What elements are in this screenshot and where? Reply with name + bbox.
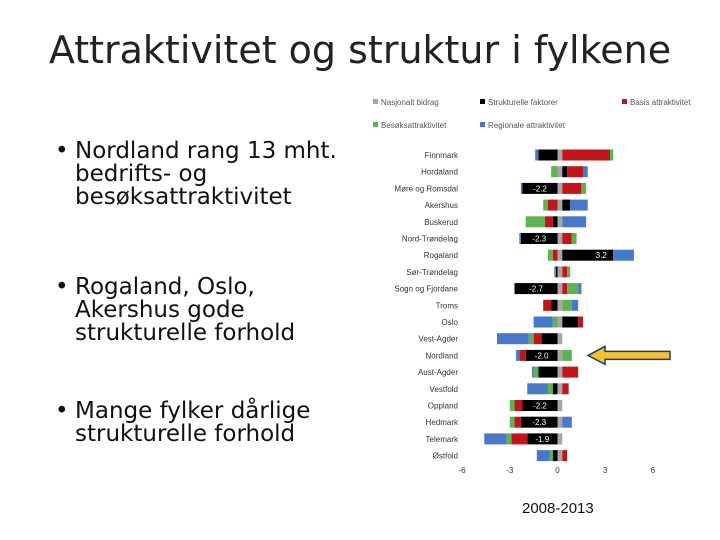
bar-segment	[613, 250, 634, 261]
bar-segment	[515, 417, 521, 428]
bar-segment	[558, 367, 563, 378]
bar-segment	[558, 433, 563, 444]
bar-segment	[535, 150, 538, 161]
bar-segment	[562, 450, 567, 461]
bar-segment	[562, 166, 567, 177]
category-label: Hordaland	[421, 167, 458, 177]
bar-segment	[556, 266, 558, 277]
bar-segment	[545, 216, 553, 227]
category-label: Troms	[435, 301, 458, 311]
bar-segment	[519, 233, 521, 244]
legend-label: Nasjonalt bidrag	[381, 98, 439, 107]
attractiveness-chart	[360, 95, 691, 485]
bar-segment	[558, 233, 563, 244]
bar-segment	[510, 417, 515, 428]
data-label: -2.3	[532, 418, 547, 428]
bar-segment	[558, 200, 563, 211]
bar-segment	[511, 433, 527, 444]
category-label: Sør-Trøndelag	[406, 267, 458, 277]
bar-segment	[537, 450, 550, 461]
bullet-item	[55, 140, 355, 209]
bar-segment	[551, 300, 557, 311]
legend-label: Strukturelle faktorer	[488, 98, 558, 107]
bar-segment	[548, 200, 558, 211]
bar-segment	[562, 417, 572, 428]
bar-segment	[558, 216, 563, 227]
bar-segment	[558, 317, 563, 328]
highlight-arrow-icon	[588, 346, 670, 364]
category-label: Vest-Agder	[418, 334, 458, 344]
data-label: -2.3	[532, 234, 547, 244]
bar-segment	[532, 367, 534, 378]
bar-segment	[562, 350, 572, 361]
legend-swatch	[622, 99, 627, 104]
bar-segment	[548, 383, 553, 394]
bar-segment	[562, 300, 572, 311]
legend-label: Regionale attraktivitet	[488, 121, 565, 130]
bullet-text: Nordland rang 13 mht. bedrifts- og besøksattraktivitet	[75, 138, 337, 210]
category-label: Vestfold	[429, 384, 458, 394]
data-label: -1.9	[535, 434, 550, 444]
bar-segment	[534, 317, 553, 328]
x-tick-label: 0	[555, 466, 560, 475]
bar-segment	[553, 317, 558, 328]
bar-segment	[558, 400, 563, 411]
category-label: Finnmark	[424, 151, 458, 160]
bar-segment	[567, 166, 583, 177]
bar-segment	[519, 350, 525, 361]
bar-segment	[558, 166, 563, 177]
bullet-dot-icon: •	[55, 398, 69, 424]
bar-segment	[558, 417, 563, 428]
bar-segment	[542, 333, 558, 344]
x-tick-label: -3	[506, 466, 514, 475]
bar-segment	[562, 216, 586, 227]
bullet-text: Rogaland, Oslo, Akershus gode strukturelle forhold	[75, 274, 296, 346]
bar-segment	[553, 450, 558, 461]
bar-segment	[578, 283, 581, 294]
bar-segment	[562, 266, 567, 277]
category-label: Telemark	[425, 434, 458, 444]
bullet-item	[55, 276, 355, 345]
legend-swatch	[373, 99, 378, 104]
category-label: Sogn og Fjordane	[394, 284, 458, 294]
bar-segment	[558, 333, 563, 344]
category-label: Nord-Trøndelag	[401, 234, 458, 244]
bar-segment	[550, 450, 553, 461]
bar-segment	[558, 283, 563, 294]
category-label: Akershus	[424, 201, 458, 211]
bullet-item	[55, 400, 355, 446]
bar-segment	[534, 367, 539, 378]
period-label: 2008-2013	[522, 500, 594, 517]
category-label: Nordland	[425, 351, 458, 361]
bar-segment	[538, 367, 557, 378]
bar-segment	[558, 183, 563, 194]
category-label: Buskerud	[424, 217, 458, 227]
bar-segment	[521, 183, 523, 194]
bar-segment	[526, 216, 545, 227]
x-tick-label: -6	[458, 466, 466, 475]
slide-title: Attraktivitet og struktur i fylkene	[48, 28, 672, 72]
category-label: Aust-Agder	[417, 368, 458, 378]
data-label: 3.2	[595, 251, 607, 261]
bar-segment	[558, 300, 563, 311]
legend-label: Besøksattraktivitet	[381, 121, 447, 130]
bar-segment	[553, 383, 558, 394]
bar-segment	[551, 166, 557, 177]
bar-segment	[562, 200, 570, 211]
bar-segment	[558, 250, 563, 261]
bar-segment	[510, 400, 515, 411]
data-label: -2.2	[533, 184, 547, 194]
bar-segment	[543, 200, 548, 211]
bar-segment	[570, 200, 588, 211]
bullet-dot-icon: •	[55, 138, 69, 164]
bar-segment	[562, 317, 578, 328]
bar-segment	[583, 166, 588, 177]
bar-segment	[567, 283, 578, 294]
data-label: -2.2	[533, 401, 547, 411]
bar-segment	[558, 450, 563, 461]
bar-segment	[515, 400, 523, 411]
category-label: Oslo	[441, 318, 458, 327]
category-label: Rogaland	[423, 251, 458, 261]
bar-segment	[558, 150, 563, 161]
legend-label: Basis attraktivitet	[630, 98, 691, 107]
bar-segment	[484, 433, 506, 444]
data-label: -2.0	[534, 351, 549, 361]
bar-segment	[610, 150, 613, 161]
bar-segment	[558, 350, 563, 361]
bar-segment	[527, 383, 548, 394]
legend-swatch	[373, 122, 378, 127]
bar-segment	[572, 233, 577, 244]
bar-segment	[581, 183, 586, 194]
bar-segment	[562, 283, 567, 294]
bar-segment	[554, 266, 556, 277]
bullet-text: Mange fylker dårlige strukturelle forhold	[75, 398, 311, 447]
bar-segment	[553, 216, 558, 227]
legend-swatch	[480, 122, 485, 127]
bar-segment	[497, 333, 529, 344]
bar-segment	[516, 350, 519, 361]
category-label: Østfold	[432, 451, 458, 461]
bar-segment	[558, 383, 563, 394]
bar-segment	[578, 317, 583, 328]
legend-swatch	[480, 99, 485, 104]
bar-segment	[562, 367, 578, 378]
bar-segment	[562, 150, 610, 161]
bar-segment	[507, 433, 512, 444]
bar-segment	[534, 333, 542, 344]
x-tick-label: 6	[650, 466, 656, 475]
category-label: Hedmark	[425, 418, 458, 428]
bar-segment	[562, 383, 568, 394]
bar-segment	[543, 300, 551, 311]
bar-segment	[553, 250, 558, 261]
bar-segment	[562, 183, 581, 194]
bar-segment	[572, 300, 578, 311]
bar-segment	[538, 150, 557, 161]
bar-segment	[529, 333, 534, 344]
bullet-dot-icon: •	[55, 274, 69, 300]
category-label: Oppland	[427, 401, 458, 411]
bar-segment	[548, 250, 553, 261]
x-tick-label: 3	[603, 466, 608, 475]
bar-segment	[562, 233, 572, 244]
bar-segment	[558, 266, 563, 277]
category-label: Møre og Romsdal	[394, 184, 458, 194]
bar-segment	[567, 266, 570, 277]
data-label: -2.7	[529, 284, 543, 294]
